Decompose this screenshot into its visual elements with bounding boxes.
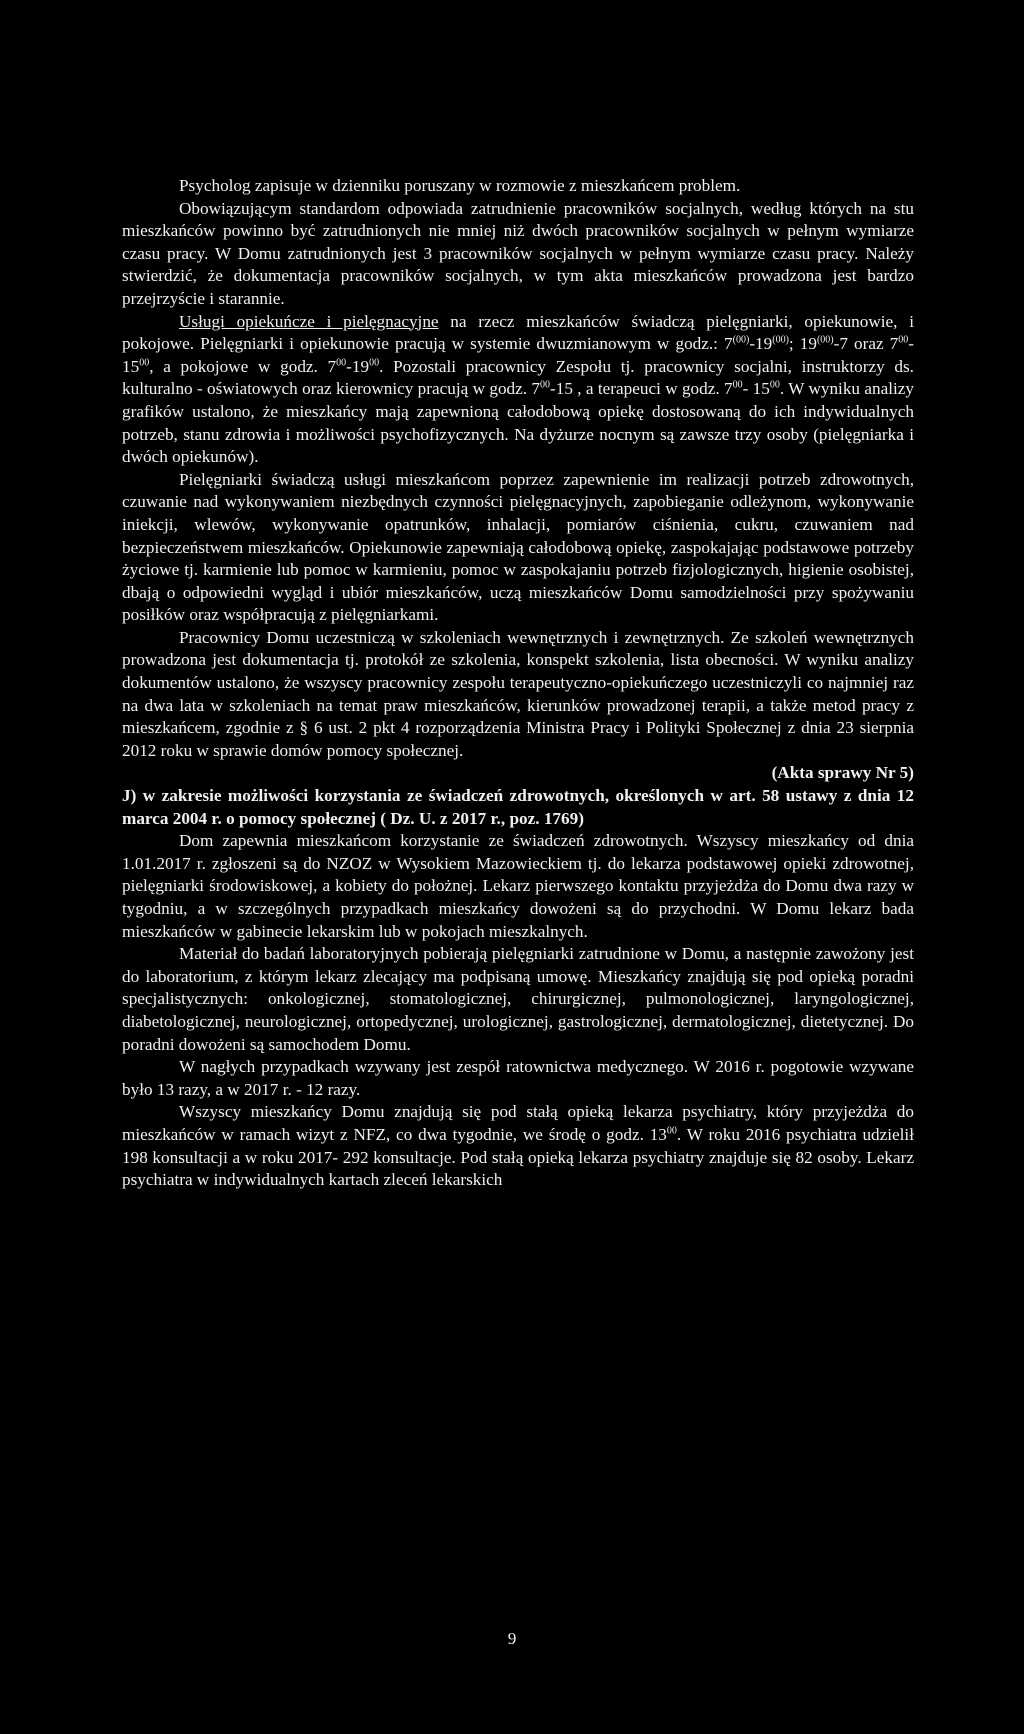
section-heading-j: J) w zakresie możliwości korzystania ze świadczeń zdrowotnych, określonych w art. 58 ustawy z dnia 12 marca 2004 r. o pomocy społecznej ( Dz. U. z 2017 r., poz. 1769)	[122, 786, 914, 828]
paragraph-nurses: Pielęgniarki świadczą usługi mieszkańcom poprzez zapewnienie im realizacji potrzeb zdrowotnych, czuwanie nad wykonywaniem niezbędnych czynności pielęgnacyjnych, zapobieganie odleżynom, wykonywanie iniekcji, wlewów, wykonywanie opatrunków, inhalacji, pomiarów ciśnienia, cukru, czuwaniem nad bezpieczeństwem mieszkańców. Opiekunowie zapewniają całodobową opiekę, zaspokajając podstawowe potrzeby życiowe tj. karmienie lub pomoc w karmieniu, pomoc w zaspokajaniu potrzeb fizjologicznych, higienie osobistej, dbają o odpowiedni wygląd i ubiór mieszkańców, uczą mieszkańców Domu samodzielności przy spożywaniu posiłków oraz współpracują z pielęgniarkami.	[122, 469, 914, 625]
paragraph-psycholog: Psycholog zapisuje w dzienniku poruszany w rozmowie z mieszkańcem problem.	[179, 176, 741, 195]
page-number: 9	[507, 1629, 517, 1648]
text-run: . W roku 2016 psychiatra udzielił 198 konsultacji a w roku 2017- 292 konsultacje. Pod stałą opieką lekarza psychiatry znajduje się 82 osoby. Lekarz psychiatra w indywidualnych kartach zleceń lekarskich	[122, 1124, 914, 1190]
text-run: -19	[346, 356, 370, 376]
text-run: Wszyscy mieszkańcy Domu znajdują się pod stałą opieką lekarza psychiatry, który przyjeżdża do mieszkańców w ramach wizyt z NFZ, co dwa tygodnie, we środę o godz. 13	[122, 1102, 914, 1144]
underlined-phrase: Usługi opiekuńcze i pielęgnacyjne	[179, 311, 439, 331]
case-file-reference: (Akta sprawy Nr 5)	[771, 763, 914, 783]
superscript: 00	[139, 357, 150, 369]
paragraph-social-workers: Obowiązującym standardom odpowiada zatrudnienie pracowników socjalnych, według których na stu mieszkańców powinno być zatrudnionych nie mniej niż dwóch pracowników socjalnych w pełnym wymiarze czasu pracy. W Domu zatrudnionych jest 3 pracowników socjalnych w pełnym wymiarze czasu pracy. Należy stwierdzić, że dokumentacja pracowników socjalnych, w tym akta mieszkańców prowadzona jest bardzo przejrzyście i starannie.	[122, 198, 914, 308]
paragraph-emergency: W nagłych przypadkach wzywany jest zespół ratownictwa medycznego. W 2016 r. pogotowie wzywane było 13 razy, a w 2017 r. - 12 razy.	[122, 1057, 914, 1099]
superscript: 00	[369, 357, 380, 369]
text-run: -19	[749, 334, 773, 354]
superscript: 00	[336, 357, 347, 369]
superscript: (00)	[816, 334, 834, 346]
text-run: -7 oraz 7	[833, 334, 899, 354]
text-run: ; 19	[788, 334, 817, 354]
superscript: 00	[769, 379, 780, 391]
paragraph-psychiatrist	[122, 1101, 914, 1191]
text-run: na rzecz mieszkańców świadczą pielęgniarki, opiekunowie, i pokojowe. Pielęgniarki i opiekunowie pracują w systemie dwuzmianowym w godz.: 7	[122, 311, 914, 354]
text-run: , a pokojowe w godz. 7	[149, 356, 337, 376]
text-run: - 15	[742, 379, 770, 399]
superscript: 00	[898, 334, 909, 346]
text-run: -15 , a terapeuci w godz. 7	[550, 379, 733, 399]
paragraph-training: Pracownicy Domu uczestniczą w szkoleniach wewnętrznych i zewnętrznych. Ze szkoleń wewnętrznych prowadzona jest dokumentacja tj. protokół ze szkolenia, konspekt szkolenia, lista obecności. W wyniku analizy dokumentów ustalono, że wszyscy pracownicy zespołu terapeutyczno-opiekuńczego uczestniczyli co najmniej raz na dwa lata w szkoleniach na temat praw mieszkańców, kierunków prowadzonej terapii, a także metod pracy z mieszkańcem, zgodnie z § 6 ust. 2 pkt 4 rozporządzenia Ministra Pracy i Polityki Społecznej z dnia 23 sierpnia 2012 roku w sprawie domów pomocy społecznej.	[122, 627, 914, 760]
superscript: 00	[540, 379, 551, 391]
superscript: (00)	[732, 334, 750, 346]
text-run: . W wyniku analizy grafików ustalono, że mieszkańcy mają zapewnioną całodobową opiekę dostosowaną do ich indywidualnych potrzeb, stanu zdrowia i możliwości psychofizycznych. Na dyżurze nocnym są zawsze trzy osoby (pielęgniarka i dwóch opiekunów).	[122, 379, 914, 467]
superscript: 00	[666, 1125, 677, 1137]
superscript: (00)	[772, 334, 789, 346]
document-body	[122, 175, 914, 1192]
text-run: . Pozostali pracownicy Zespołu tj. pracownicy socjalni, instruktorzy ds. kulturalno - oświatowych oraz kierownicy pracują w godz. 7	[122, 356, 914, 399]
paragraph-health-services: Dom zapewnia mieszkańcom korzystanie ze świadczeń zdrowotnych. Wszyscy mieszkańcy od dnia 1.01.2017 r. zgłoszeni są do NZOZ w Wysokiem Mazowieckiem tj. do lekarza podstawowej opieki zdrowotnej, pielęgniarki środowiskowej, a kobiety do położnej. Lekarz pierwszego kontaktu przyjeżdża do Domu dwa razy w tygodniu, a w szczególnych przypadkach mieszkańcy dowożeni są do przychodni. W Domu lekarz bada mieszkańców w gabinecie lekarskim lub w pokojach mieszkalnych.	[122, 831, 914, 941]
paragraph-laboratory: Materiał do badań laboratoryjnych pobierają pielęgniarki zatrudnione w Domu, a następnie zawożony jest do laboratorium, z którym lekarz zlecający ma podpisaną umowę. Mieszkańcy znajdują się pod opieką poradni specjalistycznych: onkologicznej, stomatologicznej, chirurgicznej, pulmonologicznej, laryngologicznej, diabetologicznej, neurologicznej, ortopedycznej, urologicznej, gastrologicznej, dermatologicznej, dietetycznej. Do poradni dowożeni są samochodem Domu.	[122, 944, 914, 1054]
paragraph-care-services	[122, 311, 914, 469]
text-run: - 15	[122, 334, 914, 376]
superscript: 00	[732, 379, 743, 391]
